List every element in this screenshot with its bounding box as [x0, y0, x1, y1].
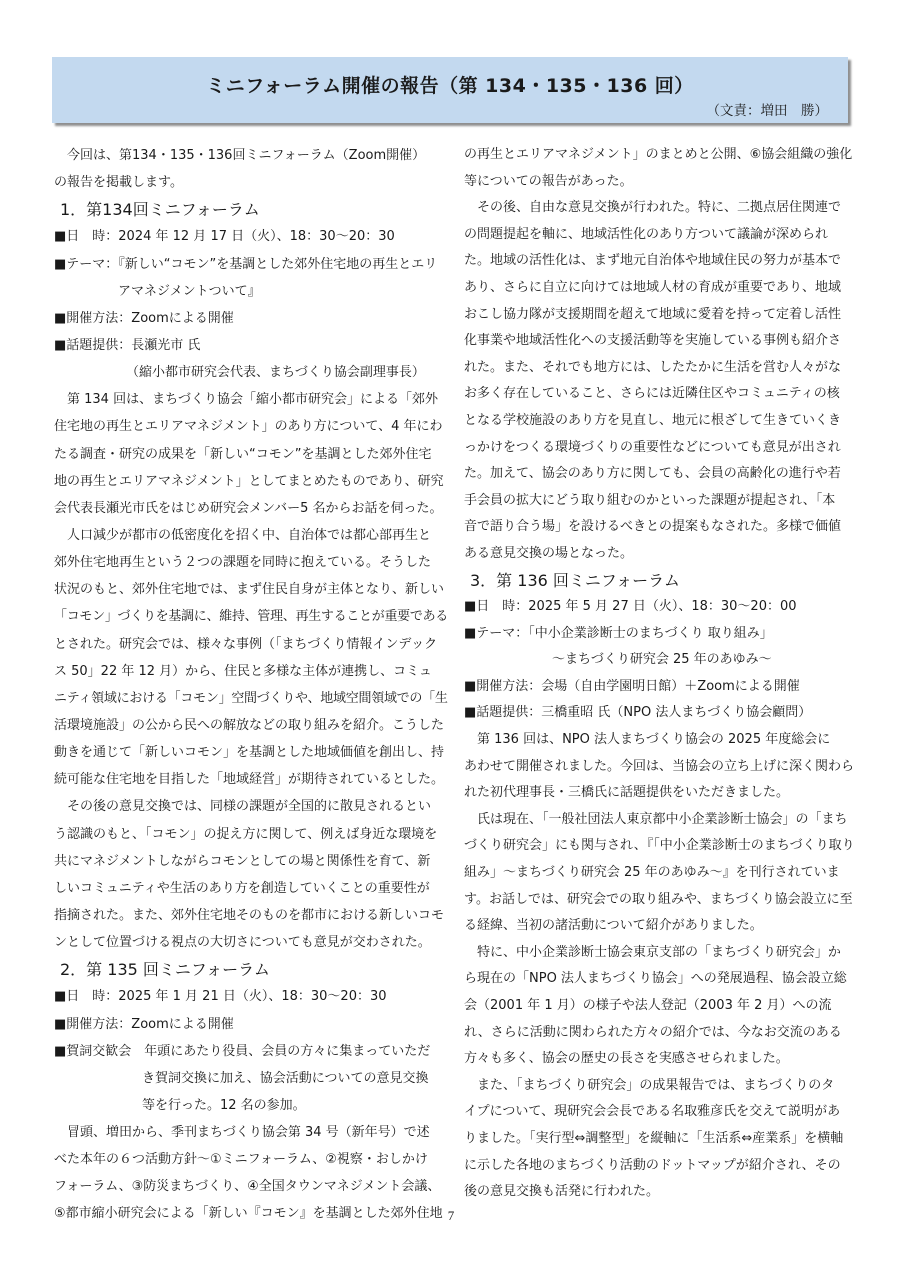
text-line: 指摘された。また、郊外住宅地そのものを都市における新しいコモ: [54, 907, 445, 923]
text-line: 冒頭、増田から、季刊まちづくり協会第 34 号（新年号）で述: [67, 1125, 430, 1141]
section-heading: 1．第134回ミニフォーラム: [60, 200, 260, 220]
text-line: 住宅地の再生とエリアマネジメント」のあり方について、4 年にわ: [54, 419, 443, 435]
left-column: [54, 142, 448, 1228]
text-line: 手会員の拡大にどう取り組むのかといった課題が提起され、「本: [464, 492, 836, 508]
text-line: れた初代理事長・三橋氏に話題提供をいただきました。: [464, 785, 790, 801]
text-line: ～まちづくり研究会 25 年のあゆみ～: [552, 652, 772, 668]
info-item: ■賀詞交歓会 年頭にあたり役員、会員の方々に集まっていただ: [54, 1043, 431, 1059]
text-line: ス 50」22 年 12 月）から、住民と多様な主体が連携し、コミュ: [54, 663, 432, 679]
text-line: しいコミュニティや生活のあり方を創造していくことの重要性が: [54, 880, 430, 896]
right-column: [464, 142, 858, 1206]
text-line: ⑤都市縮小研究会による「新しい『コモン』を基調とした郊外住地: [54, 1206, 443, 1222]
text-line: ある意見交換の場となった。: [464, 545, 634, 561]
text-line: アマネジメントついて』: [118, 283, 261, 299]
text-line: う認識のもと、「コモン」の捉え方に関して、例えば身近な環境を: [54, 826, 438, 842]
text-line: 組み」～まちづくり研究会 25 年のあゆみ～』を刊行されていま: [464, 865, 840, 881]
text-line: づくり研究会」にも関与され、『「中小企業診断士のまちづくり取り: [464, 838, 855, 854]
text-line: 化事業や地域活性化への支援活動等を実施している事例も紹介さ: [464, 333, 842, 349]
text-line: となる学校施設のあり方を見直し、地元に根ざして生きていくき: [464, 412, 842, 428]
info-item: ■話題提供：長瀬光市 氏: [54, 337, 201, 353]
text-line: 活環境施設」の公から民への解放などの取り組みを紹介。こうした: [54, 717, 445, 733]
text-line: る経緯、当初の諸活動について紹介がありました。: [464, 918, 763, 934]
article-title: ミニフォーラム開催の報告（第 134・135・136 回）: [206, 75, 694, 97]
text-line: イプについて、現研究会会長である名取雅彦氏を交えて説明があ: [464, 1104, 841, 1120]
text-line: ニティ領域における「コモン」空間づくりや、地域空間領域での「生: [54, 690, 448, 706]
text-line: 音で語り合う場」を設けるべきとの提案もなされた。多様で価値: [464, 519, 842, 535]
text-line: 特に、中小企業診断士協会東京支部の「まちづくり研究会」か: [477, 944, 841, 960]
text-line: た。地域の活性化は、まず地元自治体や地域住民の努力が基本で: [464, 253, 842, 269]
text-line: 動きを通じて「新しいコモン」を基調とした地域価値を創出し、持: [54, 745, 445, 761]
text-line: 後の意見交換も活発に行われた。: [464, 1184, 660, 1200]
text-line: 地の再生とエリアマネジメント」としてまとめたものであり、研究: [54, 473, 444, 489]
text-line: ンとして位置づける視点の大切さについても意見が交わされた。: [54, 935, 431, 951]
info-item: ■テーマ：『新しい“コモン”を基調とした郊外住宅地の再生とエリ: [54, 256, 438, 272]
info-item: ■日 時：2024 年 12 月 17 日（火）、18：30～20：30: [54, 229, 395, 245]
text-line: フォーラム、③防災まちづくり、④全国タウンマネジメント会議、: [54, 1179, 441, 1195]
author-credit: （文責：増田 勝）: [706, 103, 828, 119]
text-line: また、「まちづくり研究会」の成果報告では、まちづくりのタ: [477, 1077, 835, 1093]
text-line: に示した各地のまちづくり活動のドットマップが紹介され、その: [464, 1157, 841, 1173]
text-line: 等についての報告があった。: [464, 173, 633, 189]
article-header: [52, 57, 848, 123]
text-line: 方々も多く、協会の歴史の長さを実感させられました。: [464, 1051, 789, 1067]
text-line: 氏は現在、「一般社団法人東京都中小企業診断士協会」の「まち: [477, 811, 848, 827]
text-line: あり、さらに自立に向けては地域人材の育成が重要であり、地域: [464, 279, 842, 295]
text-line: 状況のもと、郊外住宅地では、まず住民自身が主体となり、新しい: [54, 582, 445, 598]
info-item: ■日 時：2025 年 1 月 21 日（火）、18：30～20：30: [54, 989, 387, 1005]
text-line: の報告を掲載します。: [54, 175, 183, 191]
section-heading: 3．第 136 回ミニフォーラム: [470, 570, 680, 590]
text-line: 人口減少が都市の低密度化を招く中、自治体では都心部再生と: [67, 527, 432, 543]
info-item: ■開催方法：Zoomによる開催: [54, 1016, 234, 1032]
info-item: ■話題提供：三橋重昭 氏（NPO 法人まちづくり協会顧問）: [464, 705, 812, 721]
text-line: た。加えて、協会のあり方に関しても、会員の高齢化の進行や若: [464, 466, 841, 482]
info-item: ■開催方法：会場（自由学園明日館）＋Zoomによる開催: [464, 678, 800, 694]
text-line: 郊外住宅地再生という２つの課題を同時に抱えている。そうした: [54, 555, 432, 571]
text-line: 会代表長瀬光市氏をはじめ研究会メンバー5 名からお話を伺った。: [54, 500, 443, 516]
text-line: す。お話しでは、研究会での取り組みや、まちづくり協会設立に至: [464, 891, 853, 907]
text-line: 第 136 回は、NPO 法人まちづくり協会の 2025 年度総会に: [477, 732, 831, 748]
page-number: 7: [447, 1208, 455, 1223]
info-item: ■テーマ：「中小企業診断士のまちづくり 取り組み」: [464, 625, 773, 641]
text-line: ら現在の「NPO 法人まちづくり協会」への発展過程、協会設立総: [464, 971, 847, 987]
text-line: 今回は、第134・135・136回ミニフォーラム（Zoom開催）: [67, 148, 426, 163]
text-line: れ、さらに活動に関わられた方々の紹介では、今なお交流のある: [464, 1024, 842, 1040]
text-line: 会（2001 年 1 月）の様子や法人登記（2003 年 2 月）への流: [464, 998, 832, 1013]
text-line: 「コモン」づくりを基調に、維持、管理、再生することが重要である: [54, 609, 449, 625]
text-line: たる調査・研究の成果を「新しい“コモン”を基調とした郊外住宅: [54, 446, 432, 462]
text-line: 等を行った。12 名の参加。: [142, 1097, 306, 1113]
text-line: その後の意見交換では、同様の課題が全国的に散見されるとい: [67, 799, 432, 815]
text-line: べた本年の６つ活動方針～①ミニフォーラム、②視察・おしかけ: [54, 1152, 428, 1168]
section-heading: 2．第 135 回ミニフォーラム: [60, 960, 270, 980]
text-line: りました。「実行型⇔調整型」を縦軸に「生活系⇔産業系」を横軸: [464, 1130, 844, 1146]
text-line: 続可能な住宅地を目指した「地域経営」が期待されているとした。: [54, 772, 445, 788]
text-line: あわせて開催されました。今回は、当協会の立ち上げに深く関わら: [464, 758, 855, 774]
text-line: の再生とエリアマネジメント」のまとめと公開、⑥協会組織の強化: [464, 147, 853, 162]
text-line: の問題提起を軸に、地域活性化のあり方ついて議論が深められ: [464, 226, 829, 242]
info-item: ■開催方法：Zoomによる開催: [54, 310, 234, 326]
text-line: その後、自由な意見交換が行われた。特に、二拠点居住関連で: [477, 200, 842, 216]
info-item: ■日 時：2025 年 5 月 27 日（火）、18：30～20：00: [464, 599, 797, 615]
text-line: （縮小都市研究会代表、まちづくり協会副理事長）: [126, 365, 425, 381]
text-line: 共にマネジメントしながらコモンとしての場と関係性を育て、新: [54, 853, 431, 869]
text-line: お多く存在していること、さらには近隣住区やコミュニティの核: [464, 386, 840, 402]
text-line: れた。また、それでも地方には、したたかに生活を営む人々がな: [464, 359, 842, 375]
text-line: とされた。研究会では、様々な事例（「まちづくり情報インデック: [54, 636, 438, 652]
text-line: おこし協力隊が支援期間を超えて地域に愛着を持って定着し活性: [464, 306, 842, 322]
text-line: っかけをつくる環境づくりの重要性などについても意見が出され: [464, 439, 841, 455]
text-line: き賀詞交換に加え、協会活動についての意見交換: [142, 1070, 429, 1086]
text-line: 第 134 回は、まちづくり協会「縮小都市研究会」による「郊外: [67, 392, 438, 408]
